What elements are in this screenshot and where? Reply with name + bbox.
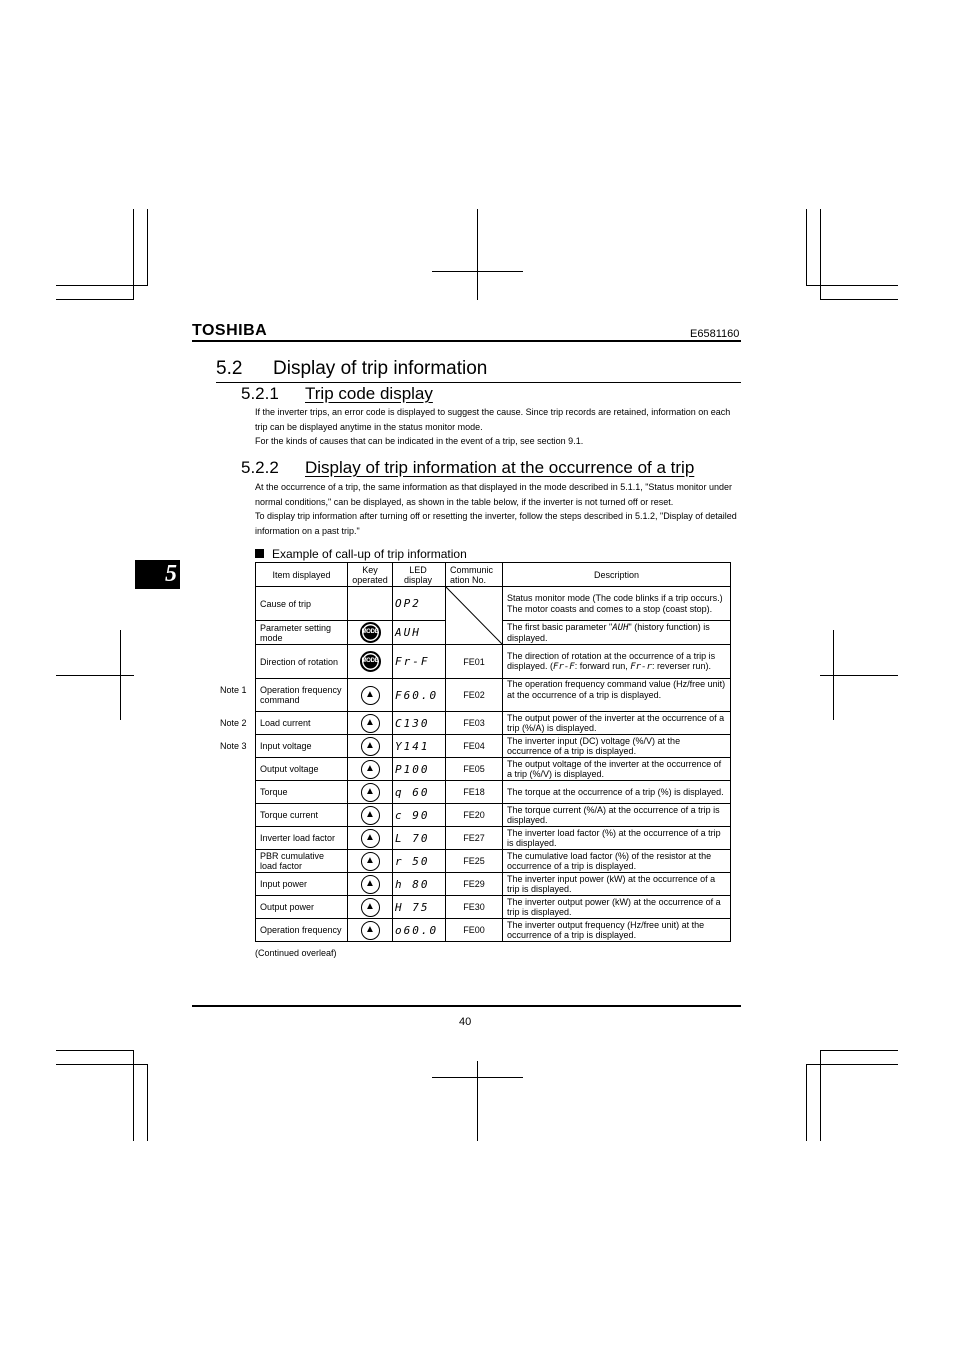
header-comm: Communic ation No. (446, 563, 503, 587)
item-cell: Load current (256, 712, 348, 735)
key-cell (348, 645, 393, 679)
key-cell (348, 827, 393, 850)
up-arrow-key-icon: ▲ (361, 686, 380, 705)
example-heading (255, 547, 467, 561)
desc-cell: The inverter input (DC) voltage (%/V) at the occurrence of a trip is displayed. (503, 735, 731, 758)
mode-key-icon: MODE (360, 622, 381, 643)
table-row (256, 735, 731, 758)
subsection-number: 5.2.1 (241, 384, 279, 403)
led-cell: AUH (393, 621, 446, 645)
up-arrow-key-icon: ▲ (361, 737, 380, 756)
comm-cell: FE04 (446, 735, 503, 758)
document-code: E6581160 (690, 328, 740, 340)
subsection-2-body (255, 480, 741, 538)
item-cell: Inverter load factor (256, 827, 348, 850)
comm-cell: FE02 (446, 679, 503, 712)
subsection-title: Trip code display (305, 384, 433, 403)
header-key: Key operated (348, 563, 393, 587)
up-arrow-key-icon: ▲ (361, 829, 380, 848)
desc-cell: The inverter load factor (%) at the occurrence of a trip is displayed. (503, 827, 731, 850)
bullet-square-icon (255, 549, 264, 558)
comm-cell-empty (446, 587, 503, 645)
led-cell: h 80 (393, 873, 446, 896)
table-header-row (256, 563, 731, 587)
note-label: Note 1 (220, 685, 247, 695)
up-arrow-key-icon: ▲ (361, 760, 380, 779)
desc-cell: The output voltage of the inverter at the occurrence of a trip (%/V) is displayed. (503, 758, 731, 781)
chapter-tab: 5 (135, 560, 180, 589)
mode-key-icon: MODE (360, 651, 381, 672)
header-item: Item displayed (256, 563, 348, 587)
item-cell: Output voltage (256, 758, 348, 781)
example-heading-text: Example of call-up of trip information (272, 547, 467, 561)
paragraph: At the occurrence of a trip, the same information as that displayed in the mode described in 5.1.1, "Status monitor under normal conditions," can be displayed, as shown in the table below, if the inverter is not turned off or reset. (255, 482, 732, 507)
subsection-title: Display of trip information at the occurrence of a trip (305, 458, 695, 477)
comm-cell: FE00 (446, 919, 503, 942)
table-row (256, 758, 731, 781)
led-cell: Y141 (393, 735, 446, 758)
comm-cell: FE01 (446, 645, 503, 679)
table-row (256, 712, 731, 735)
key-cell (348, 781, 393, 804)
item-cell: Input power (256, 873, 348, 896)
paragraph: To display trip information after turning off or resetting the inverter, follow the steps described in 5.1.2, "Display of detailed information on a past trip." (255, 511, 737, 536)
subsection-heading-2 (241, 458, 694, 478)
desc-cell: Status monitor mode (The code blinks if a trip occurs.) The motor coasts and comes to a stop (coast stop). (503, 587, 731, 621)
note-label: Note 3 (220, 741, 247, 751)
led-cell: Fr-F (393, 645, 446, 679)
diagonal-slash (446, 587, 502, 644)
key-cell (348, 587, 393, 621)
item-cell: Torque current (256, 804, 348, 827)
page-number: 40 (459, 1016, 472, 1028)
section-number: 5.2 (216, 358, 243, 379)
comm-cell: FE03 (446, 712, 503, 735)
table-row (256, 645, 731, 679)
key-cell (348, 621, 393, 645)
continued-note: (Continued overleaf) (255, 948, 337, 958)
key-cell (348, 896, 393, 919)
key-cell (348, 758, 393, 781)
up-arrow-key-icon: ▲ (361, 921, 380, 940)
up-arrow-key-icon: ▲ (361, 898, 380, 917)
item-cell: Operation frequency (256, 919, 348, 942)
led-cell: L 70 (393, 827, 446, 850)
table-row (256, 896, 731, 919)
footer-rule (192, 1005, 741, 1007)
desc-cell: The inverter output power (kW) at the occurrence of a trip is displayed. (503, 896, 731, 919)
desc-cell: The inverter input power (kW) at the occurrence of a trip is displayed. (503, 873, 731, 896)
desc-cell: The inverter output frequency (Hz/free unit) at the occurrence of a trip is displayed. (503, 919, 731, 942)
key-cell (348, 873, 393, 896)
key-cell (348, 735, 393, 758)
paragraph: If the inverter trips, an error code is displayed to suggest the cause. Since trip records are retained, information on each trip can be displayed anytime in the status monitor mode. (255, 407, 731, 432)
section-rule (216, 382, 741, 383)
up-arrow-key-icon: ▲ (361, 875, 380, 894)
led-cell: q 60 (393, 781, 446, 804)
key-cell (348, 804, 393, 827)
key-cell (348, 679, 393, 712)
item-cell: Torque (256, 781, 348, 804)
table-row (256, 827, 731, 850)
section-heading (216, 358, 487, 380)
table-row (256, 804, 731, 827)
desc-cell: The torque current (%/A) at the occurrence of a trip is displayed. (503, 804, 731, 827)
desc-cell: The first basic parameter "AUH" (history function) is displayed. (503, 621, 731, 645)
led-cell: r 50 (393, 850, 446, 873)
table-row (256, 873, 731, 896)
subsection-number: 5.2.2 (241, 458, 279, 477)
up-arrow-key-icon: ▲ (361, 783, 380, 802)
led-cell: c 90 (393, 804, 446, 827)
table-row (256, 679, 731, 712)
subsection-1-body (255, 405, 741, 449)
item-cell: Output power (256, 896, 348, 919)
table-row (256, 850, 731, 873)
table-row (256, 781, 731, 804)
comm-cell: FE05 (446, 758, 503, 781)
item-cell: Cause of trip (256, 587, 348, 621)
led-cell: C130 (393, 712, 446, 735)
item-cell: PBR cumulative load factor (256, 850, 348, 873)
desc-cell: The direction of rotation at the occurrence of a trip is displayed. (Fr-F: forward run, Fr-r: reverser run). (503, 645, 731, 679)
header-led: LED display (393, 563, 446, 587)
key-cell (348, 919, 393, 942)
item-cell: Direction of rotation (256, 645, 348, 679)
comm-cell: FE29 (446, 873, 503, 896)
subsection-heading-1 (241, 384, 433, 404)
up-arrow-key-icon: ▲ (361, 806, 380, 825)
brand-logo: TOSHIBA (192, 322, 268, 339)
key-cell (348, 850, 393, 873)
item-cell: Parameter setting mode (256, 621, 348, 645)
comm-cell: FE20 (446, 804, 503, 827)
led-cell: P100 (393, 758, 446, 781)
up-arrow-key-icon: ▲ (361, 852, 380, 871)
header-rule (192, 340, 741, 342)
led-cell: F60.0 (393, 679, 446, 712)
led-cell: o60.0 (393, 919, 446, 942)
note-label: Note 2 (220, 718, 247, 728)
paragraph: For the kinds of causes that can be indicated in the event of a trip, see section 9.1. (255, 436, 584, 446)
section-title: Display of trip information (273, 358, 488, 379)
item-cell: Operation frequency command (256, 679, 348, 712)
header-desc: Description (503, 563, 731, 587)
led-cell: H 75 (393, 896, 446, 919)
trip-info-table (255, 562, 731, 942)
desc-cell: The torque at the occurrence of a trip (%) is displayed. (503, 781, 731, 804)
comm-cell: FE18 (446, 781, 503, 804)
desc-cell: The operation frequency command value (Hz/free unit) at the occurrence of a trip is displayed. (503, 679, 731, 712)
comm-cell: FE30 (446, 896, 503, 919)
up-arrow-key-icon: ▲ (361, 714, 380, 733)
led-cell: OP2 (393, 587, 446, 621)
table-row (256, 587, 731, 621)
item-cell: Input voltage (256, 735, 348, 758)
table-row (256, 919, 731, 942)
comm-cell: FE25 (446, 850, 503, 873)
key-cell (348, 712, 393, 735)
desc-cell: The output power of the inverter at the occurrence of a trip (%/A) is displayed. (503, 712, 731, 735)
desc-cell: The cumulative load factor (%) of the resistor at the occurrence of a trip is displayed. (503, 850, 731, 873)
comm-cell: FE27 (446, 827, 503, 850)
